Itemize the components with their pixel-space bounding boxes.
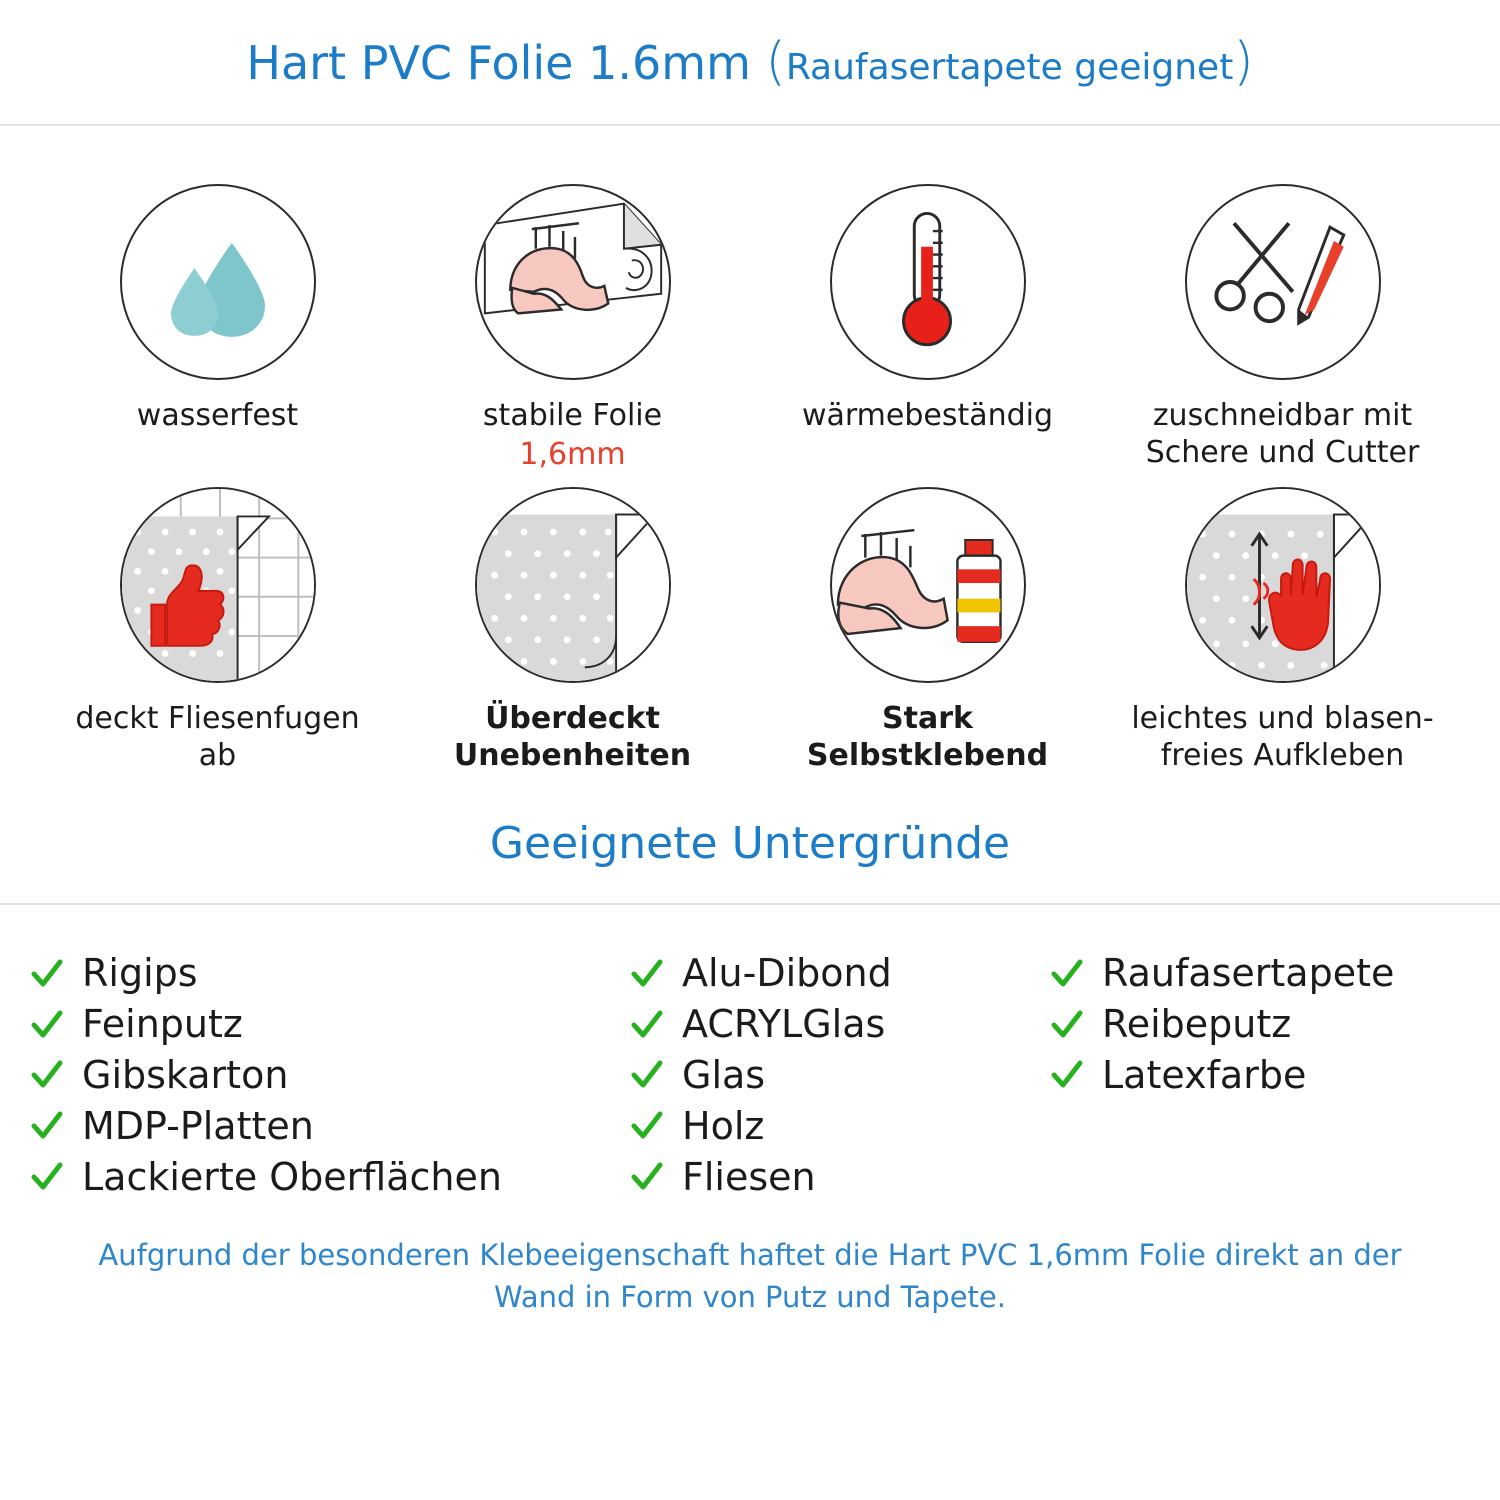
list-item — [630, 1002, 1050, 1047]
substrate-column-2 — [630, 951, 1050, 1199]
list-item — [30, 951, 630, 996]
list-item-label: ACRYLGlas — [682, 1002, 886, 1047]
list-item-label: Holz — [682, 1103, 765, 1148]
feature-zuschneidbar — [1105, 184, 1460, 473]
check-mark-icon — [30, 1008, 64, 1042]
check-mark-icon — [1050, 1008, 1084, 1042]
list-item-label: MDP-Platten — [82, 1103, 314, 1148]
feature-icon-circle — [1185, 487, 1381, 683]
thumbs-up-tiles-icon — [122, 487, 314, 683]
check-mark-icon — [630, 957, 664, 991]
list-item-label: Alu-Dibond — [682, 951, 892, 996]
check-mark-icon — [30, 957, 64, 991]
footer-note: Aufgrund der besonderen Klebeeigenschaft haftet die Hart PVC 1,6mm Folie direkt an der Wand in Form von Putz und Tapete. — [98, 1237, 1402, 1314]
feature-icon-circle — [120, 487, 316, 683]
feature-icon-circle — [1185, 184, 1381, 380]
list-item — [630, 951, 1050, 996]
page-title-main: Hart PVC Folie 1.6mm — [246, 36, 751, 90]
feature-label-text: wasserfest — [136, 398, 299, 433]
scissors-cutter-icon — [1187, 184, 1379, 380]
hand-smoothing-icon — [1187, 487, 1379, 683]
list-item-label: Raufasertapete — [1102, 951, 1395, 996]
check-mark-icon — [630, 1058, 664, 1092]
feature-icon-circle — [475, 184, 671, 380]
water-drops-icon — [122, 184, 314, 380]
strong-arm-roll-icon — [477, 184, 669, 380]
page-title-sub: Raufasertapete geeignet — [785, 47, 1234, 88]
check-mark-icon — [630, 1160, 664, 1194]
check-mark-icon — [30, 1109, 64, 1143]
feature-label-text: Stark Selbstklebend — [806, 701, 1049, 773]
feature-label — [802, 398, 1053, 435]
feature-fliesenfugen — [40, 487, 395, 774]
feature-aufkleben — [1105, 487, 1460, 774]
list-item-label: Fliesen — [682, 1154, 816, 1199]
list-item — [30, 1002, 630, 1047]
feature-wasserfest — [40, 184, 395, 473]
list-item-label: Gibskarton — [82, 1053, 289, 1098]
check-mark-icon — [630, 1109, 664, 1143]
feature-icon-circle — [475, 487, 671, 683]
feature-label-text: leichtes und blasen-freies Aufkleben — [1131, 701, 1434, 773]
feature-stabile-folie — [395, 184, 750, 473]
check-mark-icon — [30, 1058, 64, 1092]
check-mark-icon — [1050, 1058, 1084, 1092]
paren-close: ) — [1233, 32, 1254, 92]
list-item — [630, 1104, 1050, 1149]
list-item — [30, 1155, 630, 1200]
check-mark-icon — [30, 1160, 64, 1194]
list-item — [1050, 1002, 1500, 1047]
list-item — [1050, 1053, 1500, 1098]
list-item — [630, 1053, 1050, 1098]
feature-label — [483, 398, 662, 473]
substrate-column-1 — [30, 951, 630, 1199]
list-item — [30, 1053, 630, 1098]
substrate-list — [0, 905, 1500, 1199]
feature-label — [763, 701, 1093, 774]
feature-label — [408, 701, 738, 774]
feature-grid — [0, 126, 1500, 774]
check-mark-icon — [630, 1008, 664, 1042]
peeling-foil-icon — [477, 487, 669, 683]
feature-selbstklebend — [750, 487, 1105, 774]
feature-label — [137, 398, 298, 435]
section-heading: Geeignete Untergründe — [0, 818, 1500, 905]
substrate-column-3 — [1050, 951, 1500, 1199]
list-item-label: Feinputz — [82, 1002, 243, 1047]
feature-label-text: deckt Fliesenfugen ab — [75, 701, 360, 773]
feature-label — [1118, 701, 1448, 774]
list-item-label: Lackierte Oberflächen — [82, 1154, 502, 1199]
feature-label-text: wärmebeständig — [801, 398, 1054, 433]
list-item — [630, 1155, 1050, 1200]
page-title — [246, 32, 1253, 92]
list-item-label: Reibeputz — [1102, 1002, 1292, 1047]
arm-glue-icon — [832, 487, 1024, 683]
list-item-label: Glas — [682, 1053, 766, 1098]
feature-label-text: zuschneidbar mit Schere und Cutter — [1145, 398, 1420, 470]
feature-label — [1118, 398, 1448, 471]
list-item — [1050, 951, 1500, 996]
thermometer-icon — [832, 184, 1024, 380]
header — [0, 0, 1500, 126]
feature-icon-circle — [830, 184, 1026, 380]
check-mark-icon — [1050, 957, 1084, 991]
list-item — [30, 1104, 630, 1149]
feature-sublabel: 1,6mm — [519, 436, 626, 472]
feature-icon-circle — [120, 184, 316, 380]
feature-unebenheiten — [395, 487, 750, 774]
feature-label-text: Überdeckt Unebenheiten — [453, 701, 692, 773]
feature-waermebestaendig — [750, 184, 1105, 473]
list-item-label: Latexfarbe — [1102, 1053, 1307, 1098]
feature-icon-circle — [830, 487, 1026, 683]
feature-label — [53, 701, 383, 774]
paren-open: ( — [765, 32, 786, 92]
list-item-label: Rigips — [82, 951, 198, 996]
feature-label-text: stabile Folie — [482, 398, 663, 433]
